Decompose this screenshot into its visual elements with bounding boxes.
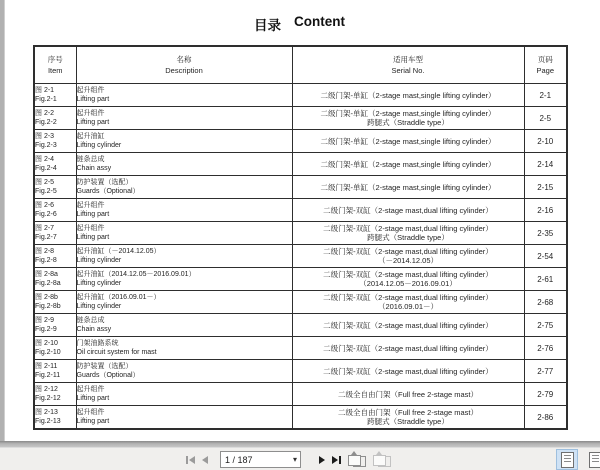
description-cell (76, 176, 292, 199)
description-en: Guards（Optional） (76, 372, 140, 379)
previous-view-icon (348, 455, 361, 466)
item-cell (34, 314, 76, 337)
item-en: Fig.2-8a (35, 280, 61, 287)
description-en: Lifting part (76, 119, 110, 126)
column-header-description: 名称 Description (76, 46, 292, 84)
description-en: Lifting part (76, 234, 110, 241)
next-view-button[interactable] (373, 452, 391, 467)
serial-no-cell (292, 107, 524, 130)
previous-page-button[interactable] (202, 453, 208, 467)
description-en: Lifting part (76, 211, 110, 218)
last-page-button[interactable] (332, 453, 341, 467)
description-cell (76, 153, 292, 176)
serial-no-cell (292, 383, 524, 406)
item-cell (34, 406, 76, 430)
serial-no-cell (292, 222, 524, 245)
serial-line: 二级门架-双缸（2-stage mast,dual lifting cylinder） (323, 224, 493, 233)
description-en: Lifting cylinder (76, 280, 122, 287)
pdf-page (4, 0, 600, 441)
description-en: Lifting part (76, 96, 110, 103)
item-en: Fig.2-8 (35, 257, 57, 264)
description-cell (76, 199, 292, 222)
column-header-page: 页码 Page (524, 46, 567, 84)
view-mode-buttons (556, 448, 600, 470)
item-cell (34, 176, 76, 199)
serial-line: 二级门架-双缸（2-stage mast,dual lifting cylinder） (323, 293, 493, 302)
page-cell: 2-14 (524, 153, 567, 176)
item-en: Fig.2-7 (35, 234, 57, 241)
item-zh: 图 2-4 (35, 155, 55, 163)
table-row (34, 153, 567, 176)
item-en: Fig.2-5 (35, 188, 57, 195)
combo-caret-icon[interactable]: ▾ (292, 455, 297, 464)
item-zh: 图 2-1 (35, 86, 55, 94)
table-row (34, 84, 567, 107)
item-zh: 图 2-2 (35, 109, 55, 117)
item-cell (34, 337, 76, 360)
page-cell: 2-68 (524, 291, 567, 314)
previous-view-button[interactable] (348, 452, 366, 467)
item-zh: 图 2-3 (35, 132, 55, 140)
table-row (34, 222, 567, 245)
description-zh: 起升组件 (76, 201, 105, 209)
page-cell: 2-76 (524, 337, 567, 360)
item-cell (34, 199, 76, 222)
panel-edge (0, 0, 5, 441)
page-cell: 2-77 (524, 360, 567, 383)
description-zh: 起升组件 (76, 224, 105, 232)
first-page-button[interactable] (186, 453, 195, 467)
table-row (34, 383, 567, 406)
column-header-item: 序号 Item (34, 46, 76, 84)
serial-line: 二级门架-单缸（2-stage mast,single lifting cylinder） (320, 182, 496, 192)
serial-no-cell (292, 291, 524, 314)
item-en: Fig.2-9 (35, 326, 57, 333)
description-en: Chain assy (76, 165, 112, 172)
toc-header-row (34, 46, 567, 84)
serial-line: 二级门架-单缸（2-stage mast,single lifting cylinder） (320, 136, 496, 146)
serial-line: 二级门架-双缸（2-stage mast,dual lifting cylinder） (323, 270, 493, 279)
description-en: Lifting cylinder (76, 303, 122, 310)
page-cell: 2-15 (524, 176, 567, 199)
description-zh: 防护装置（选配） (76, 362, 133, 370)
description-zh: 起升组件 (76, 86, 105, 94)
toc-title-en: Content (294, 14, 345, 29)
item-zh: 图 2-8b (35, 293, 58, 301)
toc-table-body (34, 84, 567, 430)
serial-no-cell (292, 245, 524, 268)
description-cell (76, 314, 292, 337)
table-row (34, 176, 567, 199)
page-number-input[interactable] (221, 453, 292, 466)
item-zh: 图 2-13 (35, 408, 58, 416)
description-cell (76, 222, 292, 245)
table-row (34, 268, 567, 291)
description-cell (76, 291, 292, 314)
continuous-page-icon (589, 452, 600, 468)
serial-no-cell (292, 130, 524, 153)
item-zh: 图 2-9 (35, 316, 55, 324)
description-en: Lifting part (76, 395, 110, 402)
item-zh: 图 2-8 (35, 247, 55, 255)
item-en: Fig.2-1 (35, 96, 57, 103)
page-cell: 2-16 (524, 199, 567, 222)
item-en: Fig.2-8b (35, 303, 61, 310)
serial-line: 跨腿式（Straddle type） (367, 233, 449, 242)
first-page-icon (186, 456, 188, 464)
serial-no-cell (292, 314, 524, 337)
table-row (34, 130, 567, 153)
serial-line: 跨腿式（Straddle type） (367, 118, 449, 127)
toc-title (33, 14, 566, 34)
item-zh: 图 2-10 (35, 339, 58, 347)
serial-line: （2014.12.05－2016.09.01） (359, 279, 457, 288)
description-zh: 门架油路系统 (76, 339, 119, 347)
item-zh: 图 2-7 (35, 224, 55, 232)
serial-line: 二级门架-单缸（2-stage mast,single lifting cylinder） (320, 109, 496, 118)
continuous-view-button[interactable] (584, 449, 600, 470)
table-row (34, 245, 567, 268)
description-zh: 起升油缸（－2014.12.05） (76, 247, 161, 255)
column-header-serial-no: 适用车型 Serial No. (292, 46, 524, 84)
serial-no-cell (292, 268, 524, 291)
serial-no-cell (292, 406, 524, 430)
item-zh: 图 2-11 (35, 362, 58, 370)
serial-no-cell (292, 153, 524, 176)
item-en: Fig.2-6 (35, 211, 57, 218)
description-zh: 起升组件 (76, 385, 105, 393)
table-row (34, 337, 567, 360)
description-cell (76, 337, 292, 360)
serial-line: 二级门架-双缸（2-stage mast,dual lifting cylinder） (323, 247, 493, 256)
description-cell (76, 130, 292, 153)
table-row (34, 107, 567, 130)
serial-line: 二级全自由门架（Full free 2-stage mast） (337, 389, 479, 399)
table-row (34, 314, 567, 337)
serial-line: 二级门架-双缸（2-stage mast,dual lifting cylinder） (323, 343, 493, 353)
serial-line: 跨腿式（Straddle type） (367, 417, 449, 426)
page-cell: 2-75 (524, 314, 567, 337)
description-en: Chain assy (76, 326, 112, 333)
description-en: Guards（Optional） (76, 188, 140, 195)
serial-line: （2016.09.01－） (377, 302, 439, 311)
last-page-icon (332, 456, 338, 464)
description-en: Oil circuit system for mast (76, 349, 157, 356)
page-cell: 2-1 (524, 84, 567, 107)
page-cell: 2-61 (524, 268, 567, 291)
serial-line: 二级门架-单缸（2-stage mast,single lifting cylinder） (320, 159, 496, 169)
table-row (34, 406, 567, 430)
page-cell: 2-79 (524, 383, 567, 406)
item-cell (34, 107, 76, 130)
item-cell (34, 360, 76, 383)
item-en: Fig.2-11 (35, 372, 61, 379)
single-page-view-button[interactable] (556, 449, 578, 470)
description-en: Lifting cylinder (76, 142, 122, 149)
item-zh: 图 2-8a (35, 270, 58, 278)
toc-title-zh: 目录 (254, 18, 281, 33)
toc-table (33, 45, 568, 430)
item-cell (34, 268, 76, 291)
item-cell (34, 383, 76, 406)
item-cell (34, 245, 76, 268)
description-zh: 起升油缸（2014.12.05－2016.09.01） (76, 270, 196, 278)
description-zh: 起升组件 (76, 408, 105, 416)
description-zh: 起升组件 (76, 109, 105, 117)
item-cell (34, 84, 76, 107)
serial-no-cell (292, 84, 524, 107)
description-en: Lifting cylinder (76, 257, 122, 264)
next-view-icon (373, 455, 386, 466)
table-row (34, 199, 567, 222)
page-cell: 2-86 (524, 406, 567, 430)
item-cell (34, 222, 76, 245)
serial-no-cell (292, 176, 524, 199)
item-cell (34, 291, 76, 314)
previous-page-icon (202, 456, 208, 464)
item-zh: 图 2-5 (35, 178, 55, 186)
single-page-icon (561, 452, 574, 468)
serial-no-cell (292, 360, 524, 383)
serial-no-cell (292, 337, 524, 360)
item-en: Fig.2-4 (35, 165, 57, 172)
serial-line: 二级全自由门架（Full free 2-stage mast） (337, 408, 479, 417)
serial-line: 二级门架-双缸（2-stage mast,dual lifting cylinder） (323, 366, 493, 376)
table-row (34, 291, 567, 314)
page-cell: 2-10 (524, 130, 567, 153)
description-cell (76, 107, 292, 130)
bottom-toolbar (0, 447, 600, 470)
next-page-button[interactable] (319, 453, 325, 467)
serial-no-cell (292, 199, 524, 222)
description-cell (76, 406, 292, 430)
page-navigation (186, 448, 391, 470)
description-zh: 链条总成 (76, 316, 105, 324)
serial-line: 二级门架-单缸（2-stage mast,single lifting cylinder） (320, 90, 496, 100)
table-row (34, 360, 567, 383)
description-cell (76, 383, 292, 406)
description-cell (76, 84, 292, 107)
item-en: Fig.2-13 (35, 418, 61, 425)
item-zh: 图 2-12 (35, 385, 58, 393)
description-cell (76, 360, 292, 383)
item-cell (34, 153, 76, 176)
item-en: Fig.2-2 (35, 119, 57, 126)
description-cell (76, 268, 292, 291)
serial-line: 二级门架-双缸（2-stage mast,dual lifting cylinder） (323, 320, 493, 330)
item-en: Fig.2-12 (35, 395, 61, 402)
item-cell (34, 130, 76, 153)
serial-line: （－2014.12.05） (377, 256, 439, 265)
description-cell (76, 245, 292, 268)
item-en: Fig.2-3 (35, 142, 57, 149)
page-number-combo[interactable] (220, 451, 301, 468)
description-zh: 防护装置（选配） (76, 178, 133, 186)
description-en: Lifting part (76, 418, 110, 425)
page-cell: 2-35 (524, 222, 567, 245)
description-zh: 链条总成 (76, 155, 105, 163)
page-cell: 2-54 (524, 245, 567, 268)
serial-line: 二级门架-双缸（2-stage mast,dual lifting cylinder） (323, 205, 493, 215)
next-page-icon (319, 456, 325, 464)
item-zh: 图 2-6 (35, 201, 55, 209)
item-en: Fig.2-10 (35, 349, 61, 356)
description-zh: 起升油缸 (76, 132, 105, 140)
description-zh: 起升油缸（2016.09.01－） (76, 293, 161, 301)
page-cell: 2-5 (524, 107, 567, 130)
